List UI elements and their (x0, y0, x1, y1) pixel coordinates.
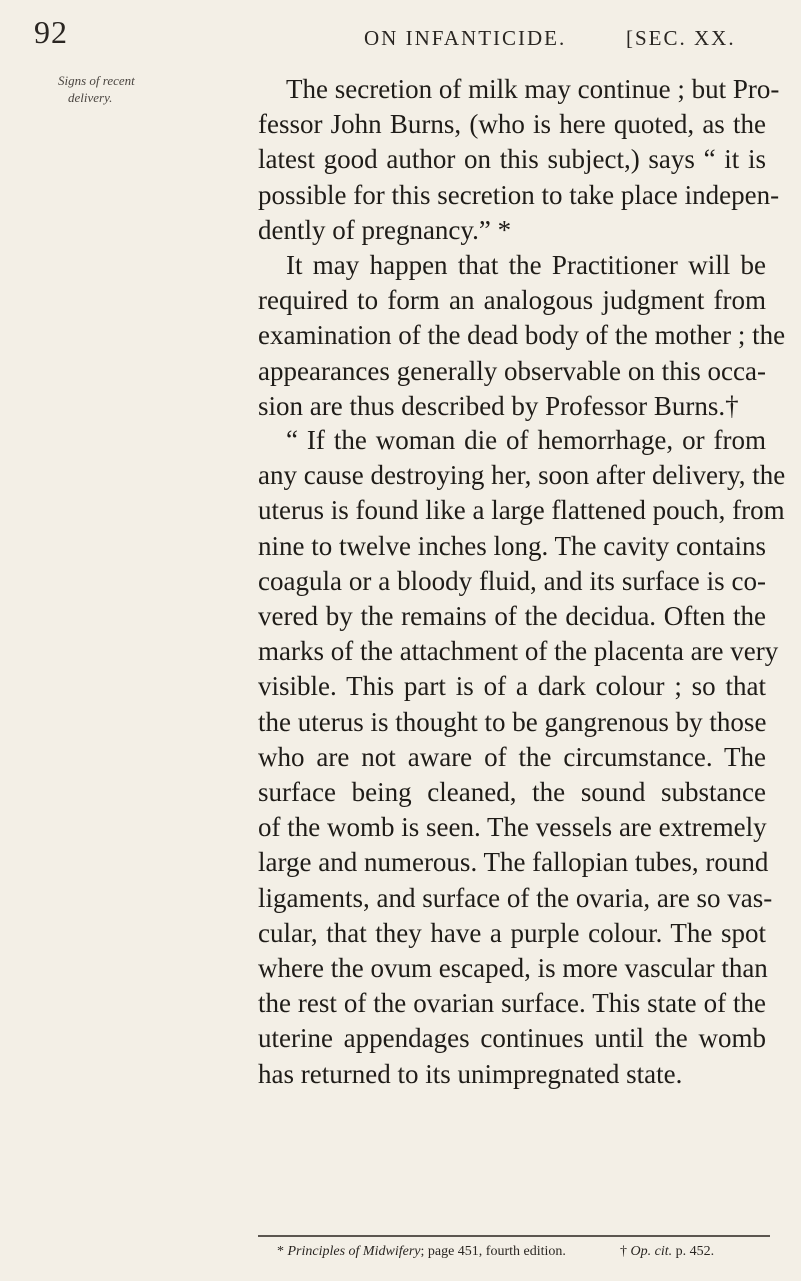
text-line: vered by the remains of the decidua. Often the (258, 601, 766, 632)
text-line: uterine appendages continues until the womb (258, 1023, 766, 1054)
text-line: examination of the dead body of the mother ; the (258, 320, 786, 351)
text-line: uterus is found like a large flattened pouch, from (258, 495, 785, 526)
text-line: the rest of the ovarian surface. This state of the (258, 988, 766, 1019)
text-line: The secretion of milk may continue ; but Pro- (286, 74, 780, 104)
text-line: appearances generally observable on this occa- (258, 355, 766, 386)
text-line: of the womb is seen. The vessels are extremely (258, 812, 767, 843)
text-line: cular, that they have a purple colour. The spot (258, 917, 766, 948)
text-line: “ If the woman die of hemorrhage, or from (286, 425, 766, 455)
text-line: coagula or a bloody fluid, and its surface is co- (258, 565, 766, 596)
paragraph-1 (258, 72, 780, 248)
footnotes (277, 1244, 767, 1260)
footnote-2-title: Op. cit. (630, 1244, 673, 1259)
footnote-2 (620, 1244, 714, 1260)
paragraph-2 (258, 248, 786, 424)
text-line: ligaments, and surface of the ovaria, are so vas- (258, 882, 773, 913)
text-line: any cause destroying her, soon after delivery, the (258, 460, 786, 491)
text-line: fessor John Burns, (who is here quoted, as the (258, 109, 766, 140)
text-line: sion are thus described by Professor Burns.† (258, 390, 739, 421)
text-line: required to form an analogous judgment from (258, 285, 766, 316)
margin-note-line-2: delivery. (68, 90, 113, 105)
text-line: where the ovum escaped, is more vascular than (258, 953, 768, 984)
text-line: surface being cleaned, the sound substance (258, 777, 766, 808)
footnote-2-text: p. 452. (672, 1244, 715, 1259)
text-line: large and numerous. The fallopian tubes, round (258, 847, 769, 878)
margin-note (58, 72, 178, 106)
page-number: 92 (34, 14, 68, 50)
text-line: It may happen that the Practitioner will be (286, 250, 766, 280)
footnote-1-mark: * (277, 1244, 284, 1259)
text-line: has returned to its unimpregnated state. (258, 1058, 683, 1089)
section-reference: [SEC. XX. (626, 26, 736, 50)
footnote-rule (258, 1235, 770, 1237)
text-line: possible for this secretion to take place indepen- (258, 179, 780, 210)
running-head: ON INFANTICIDE. (364, 26, 567, 50)
text-line: the uterus is thought to be gangrenous by those (258, 706, 767, 737)
text-line: dently of pregnancy.” * (258, 214, 512, 245)
text-line: visible. This part is of a dark colour ; so that (258, 671, 766, 702)
footnote-1-title: Principles of Midwifery (287, 1244, 421, 1259)
text-line: nine to twelve inches long. The cavity contains (258, 530, 766, 561)
footnote-1 (277, 1244, 566, 1259)
text-line: latest good author on this subject,) says “ it is (258, 144, 766, 175)
margin-note-line-1: Signs of recent (58, 73, 135, 88)
text-line: marks of the attachment of the placenta are very (258, 636, 779, 667)
footnote-2-mark: † (620, 1244, 627, 1259)
paragraph-3-quotation (258, 423, 786, 1092)
footnote-1-text: ; page 451, fourth edition. (420, 1244, 566, 1259)
text-line: who are not aware of the circumstance. The (258, 741, 766, 772)
